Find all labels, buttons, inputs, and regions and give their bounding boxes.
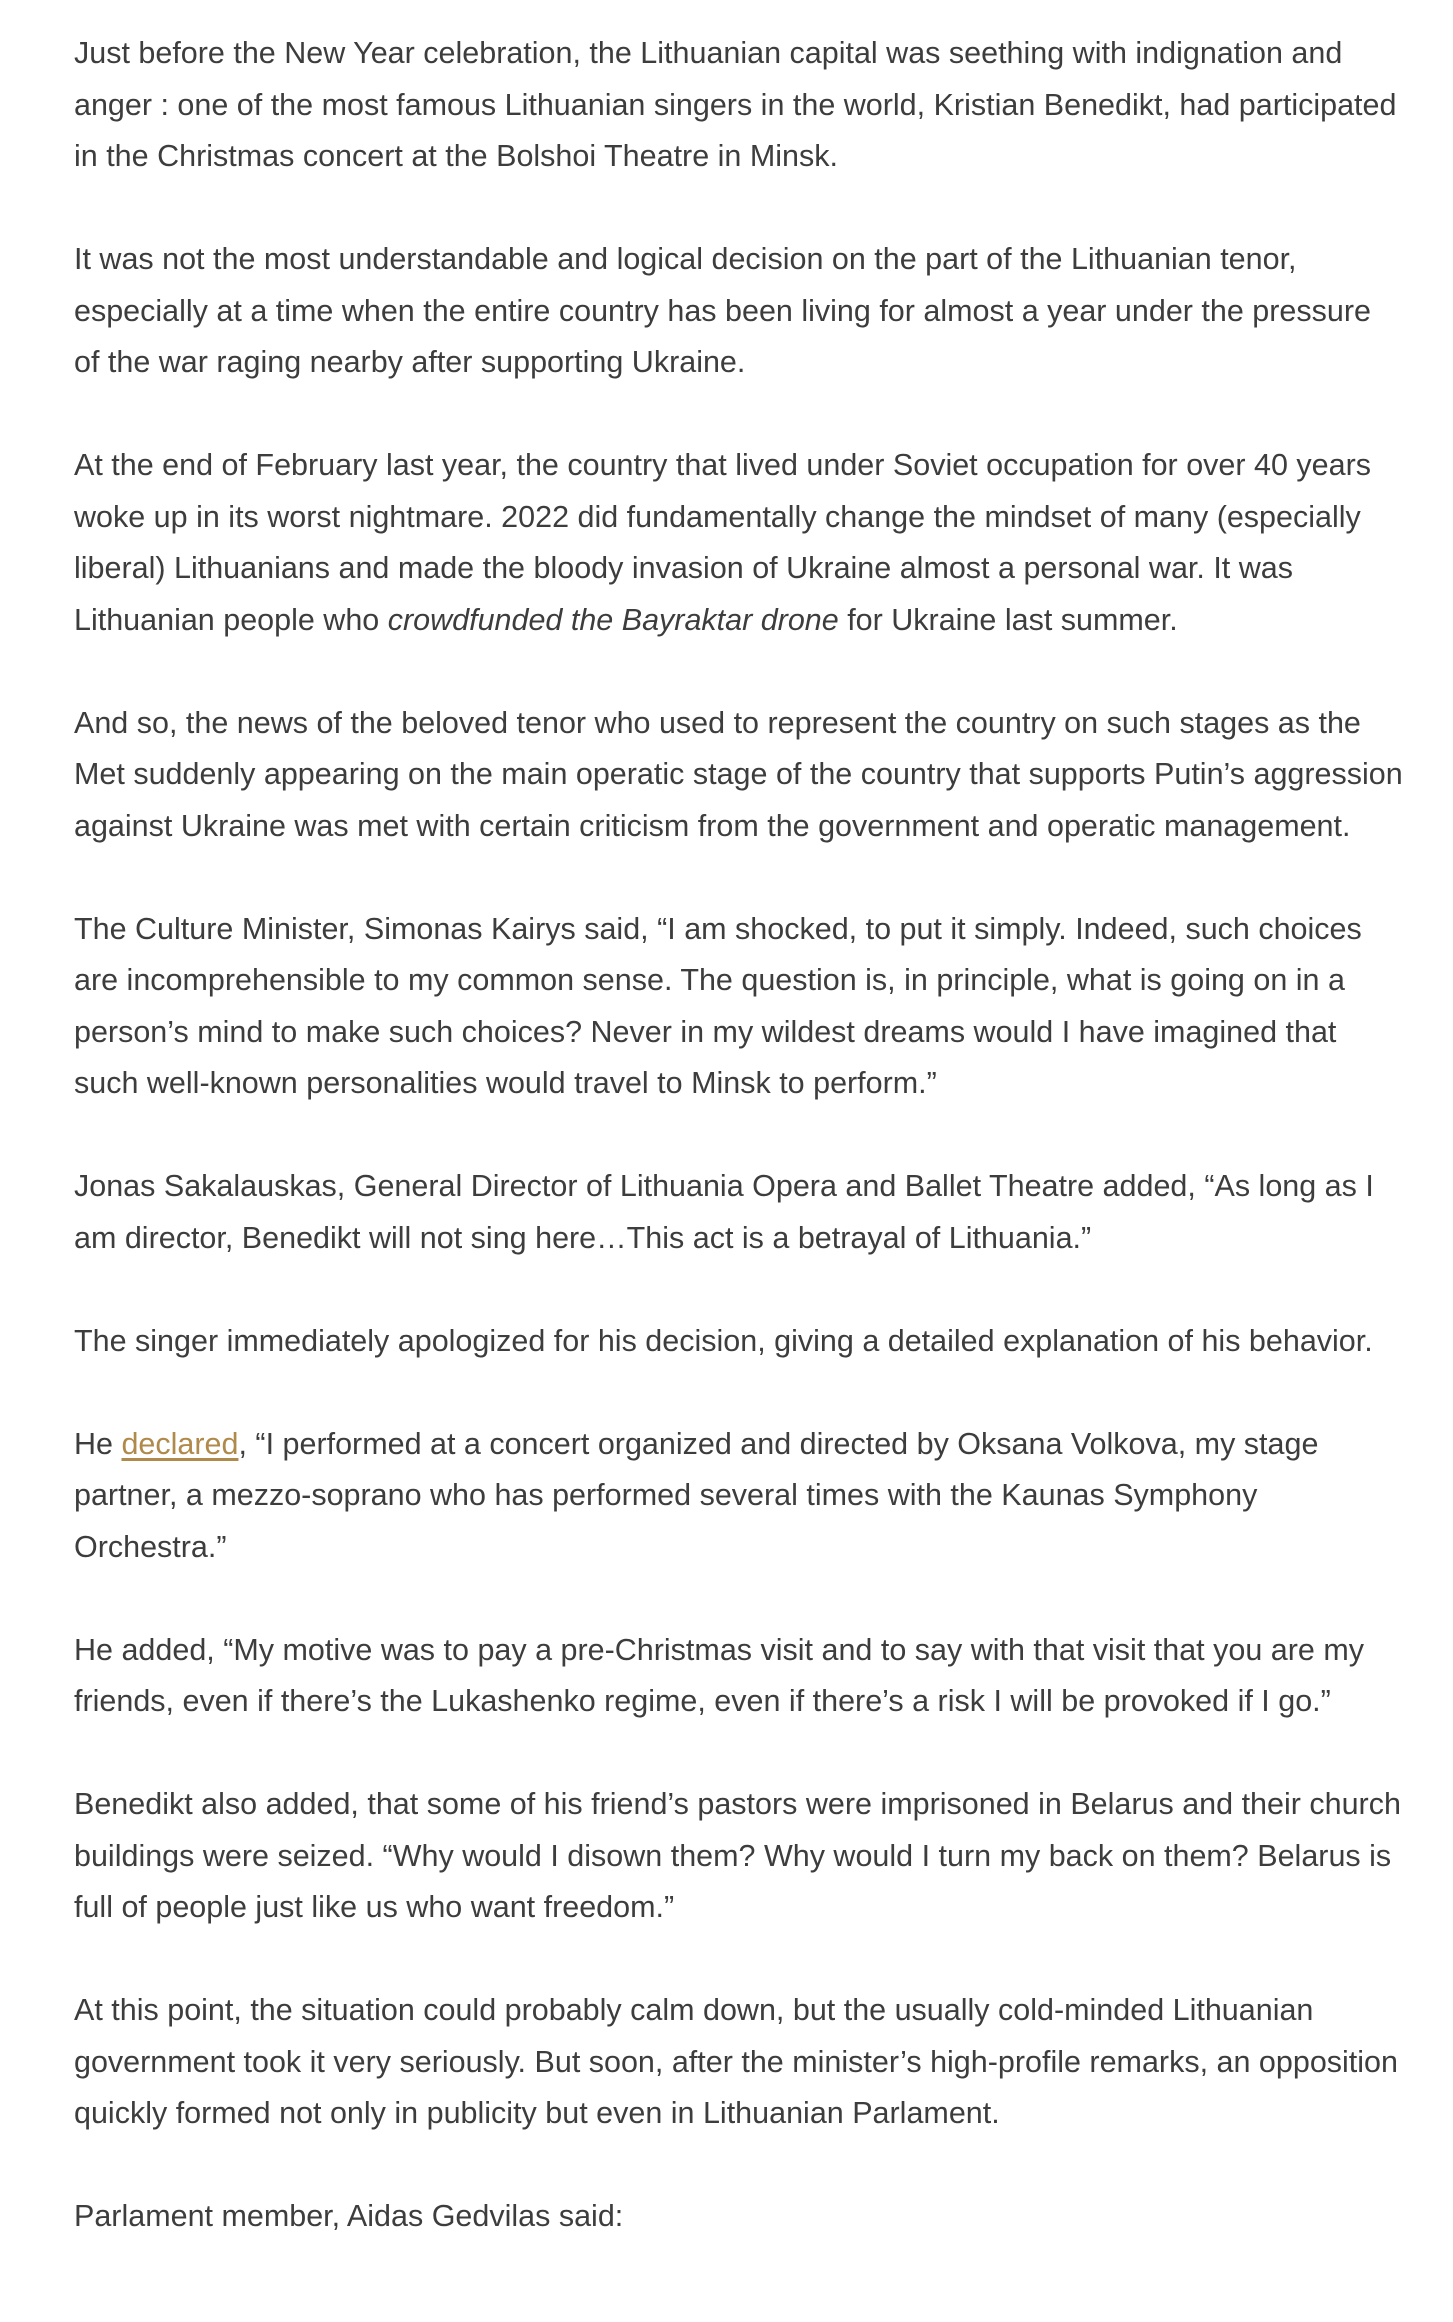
paragraph-parliament-member: Parlament member, Aidas Gedvilas said:: [74, 2199, 624, 2233]
paragraph-text: for Ukraine last summer.: [838, 602, 1178, 637]
paragraph-text: , “I performed at a concert organized and directed by Oksana Volkova, my stage partner, a mezzo-soprano who has performed several times with the Kaunas Symphony Orchestra.”: [74, 1426, 1319, 1564]
paragraph-director-quote: Jonas Sakalauskas, General Director of Lithuania Opera and Ballet Theatre added, “As long as I am director, Benedikt will not sing here…This act is a betrayal of Lithuania.”: [74, 1169, 1374, 1255]
paragraph-intro: Just before the New Year celebration, the Lithuanian capital was seething with indignation and anger : one of the most famous Lithuanian singers in the world, Kristian Benedikt, had participated in the Christmas concert at the Bolshoi Theatre in Minsk.: [74, 36, 1397, 173]
paragraph-text: He: [74, 1426, 122, 1461]
paragraph-apology: The singer immediately apologized for his decision, giving a detailed explanation of his behavior.: [74, 1323, 1373, 1358]
paragraph-belarus-friends: Benedikt also added, that some of his friend’s pastors were imprisoned in Belarus and their church buildings were seized. “Why would I disown them? Why would I turn my back on them? Belarus is full of people just like us who want freedom.”: [74, 1787, 1401, 1924]
paragraph-war-context: [74, 440, 1404, 646]
paragraph-text: At the end of February last year, the country that lived under Soviet occupation for over 40 years woke up in its worst nightmare. 2022 did fundamentally change the mindset of many (especially liberal) Lithuanians and made the bloody invasion of Ukraine almost a personal war. It was Lithuanian people who: [74, 448, 1371, 637]
paragraph-declaration: [74, 1419, 1404, 1574]
paragraph-tenor-decision: It was not the most understandable and logical decision on the part of the Lithuanian tenor, especially at a time when the entire country has been living for almost a year under the pressure of the war raging nearby after supporting Ukraine.: [74, 242, 1371, 379]
article-body: [74, 0, 1404, 2294]
declared-link[interactable]: declared: [121, 1426, 239, 1461]
paragraph-minister-quote: The Culture Minister, Simonas Kairys said, “I am shocked, to put it simply. Indeed, such choices are incomprehensible to my common sense. The question is, in principle, what is going on in a person’s mind to make such choices? Never in my wildest dreams would I have imagined that such well-known personalities would travel to Minsk to perform.”: [74, 911, 1362, 1100]
paragraph-motive-quote: He added, “My motive was to pay a pre-Christmas visit and to say with that visit that you are my friends, even if there’s the Lukashenko regime, even if there’s a risk I will be provoked if I go.”: [74, 1632, 1364, 1718]
italic-phrase: crowdfunded the Bayraktar drone: [387, 602, 839, 637]
paragraph-opposition: At this point, the situation could probably calm down, but the usually cold-minded Lithuanian government took it very seriously. But soon, after the minister’s high-profile remarks, an opposition quickly formed not only in publicity but even in Lithuanian Parlament.: [74, 1993, 1398, 2130]
paragraph-criticism: And so, the news of the beloved tenor who used to represent the country on such stages as the Met suddenly appearing on the main operatic stage of the country that supports Putin’s aggression against Ukraine was met with certain criticism from the government and operatic management.: [74, 705, 1403, 843]
